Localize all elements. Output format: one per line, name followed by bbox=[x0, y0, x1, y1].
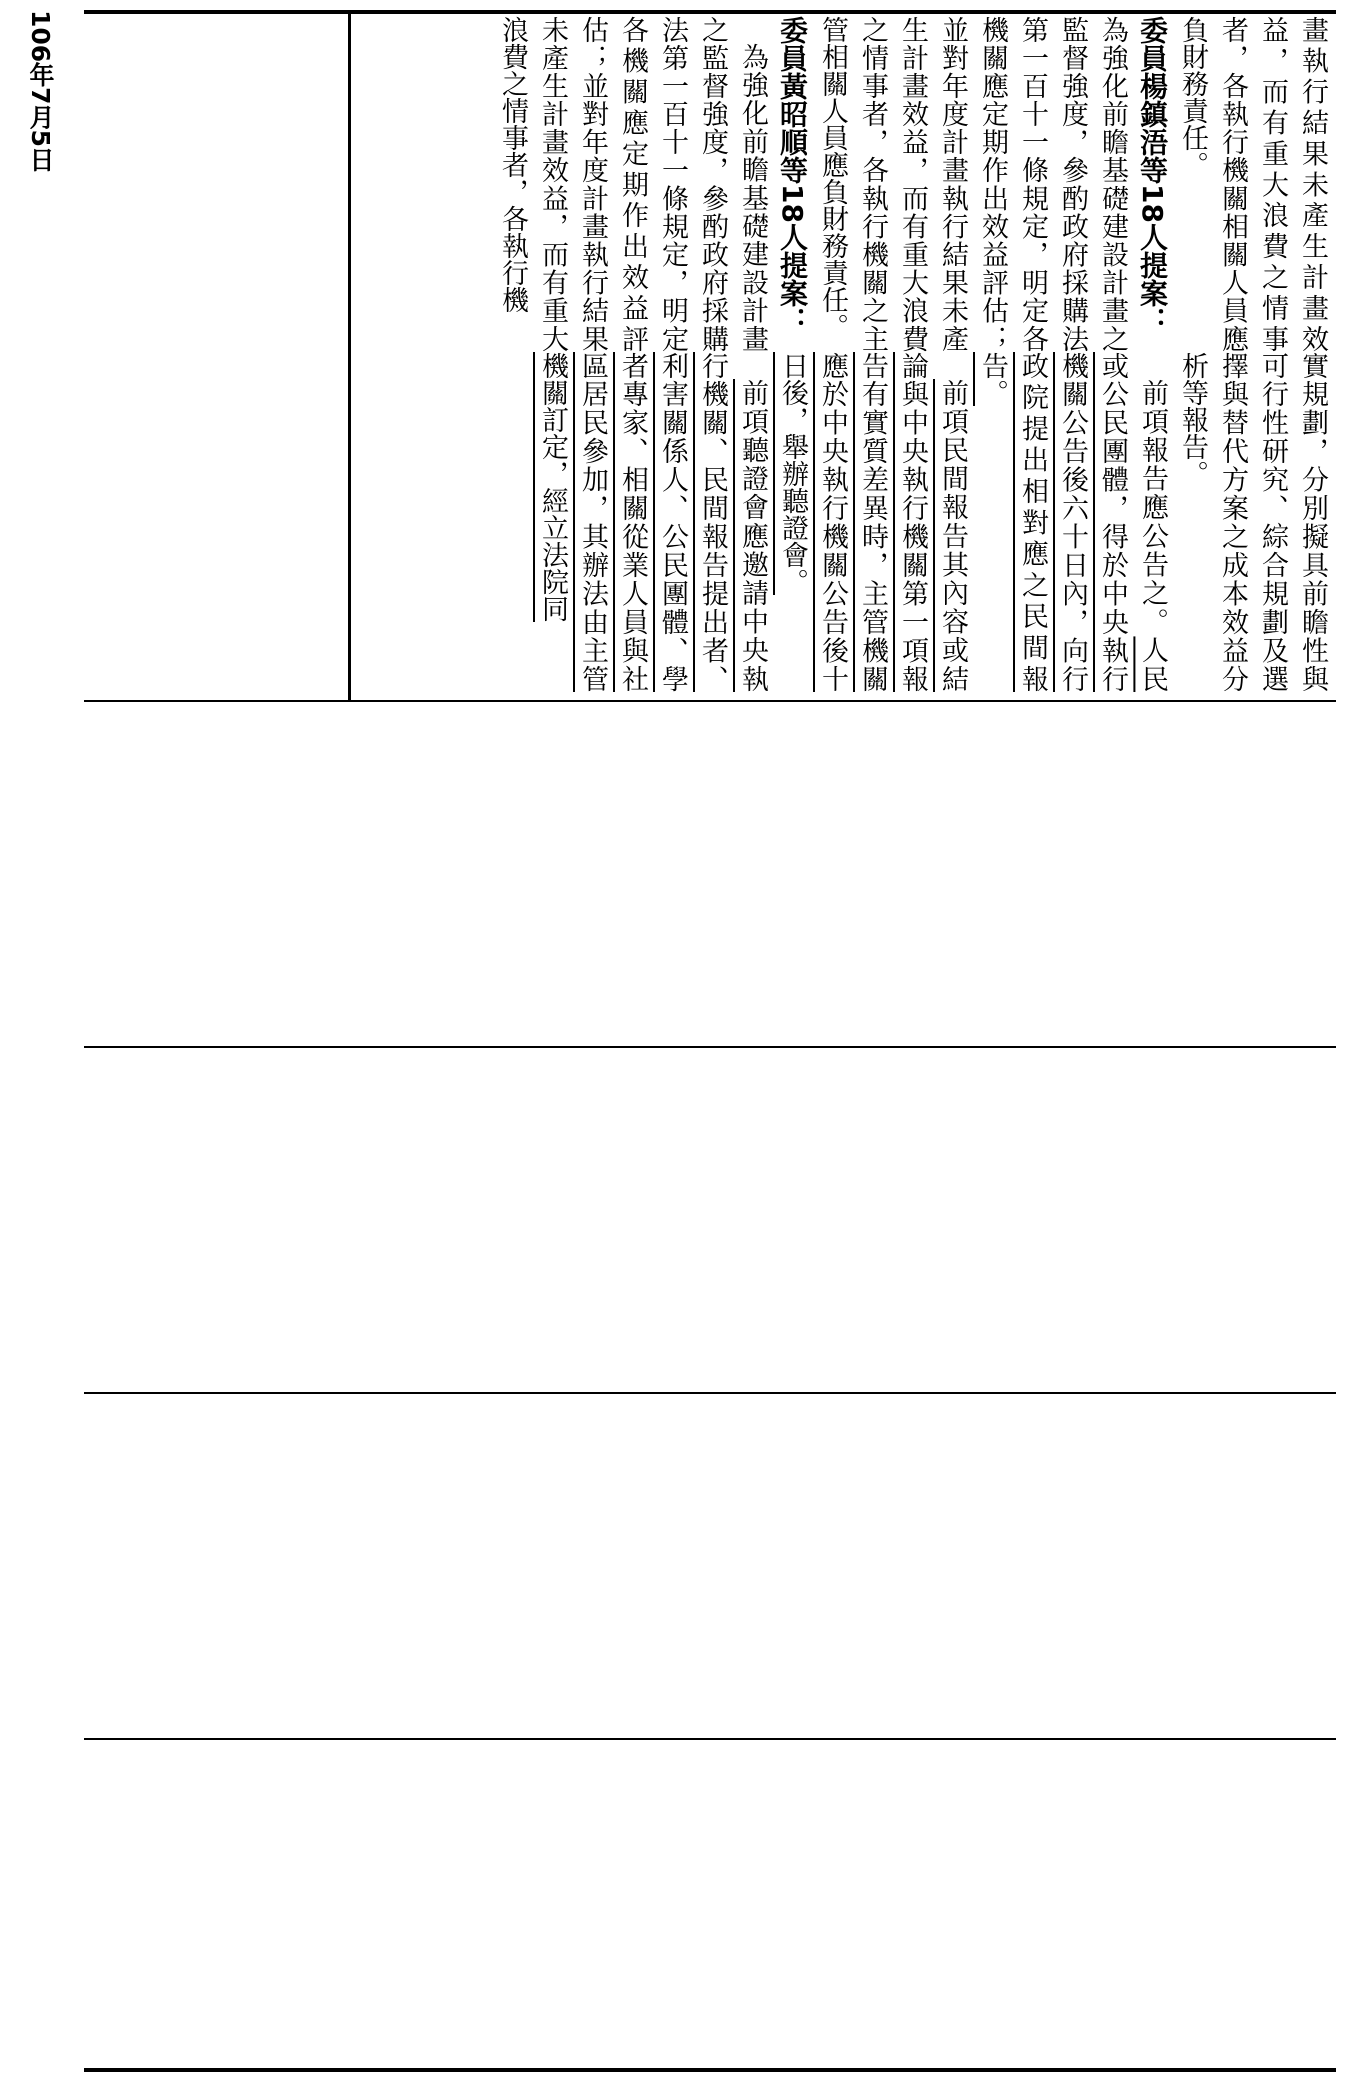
column-divider-top bbox=[348, 10, 351, 356]
upper-right-paragraph-3: 為強化前瞻基礎建設計畫之監督強度，參酌政府採購法第一百十一條規定，明定各機關應定期作出效益評估；並對年度計畫執行結果未產生計畫效益，而有重大浪費之情事者，各執行機 bbox=[497, 16, 768, 352]
upper-left-paragraph-2: 前項報告應公告之。 bbox=[1137, 379, 1168, 637]
table-bottom-rule bbox=[84, 2068, 1336, 2072]
table-row-divider-4 bbox=[84, 1738, 1336, 1740]
proposal-heading-yang: 委員楊鎮浯等18人提案： bbox=[1136, 16, 1169, 335]
upper-left-paragraph-1: 實規劃，分別擬具前瞻性與可行性研究、綜合規劃及選擇與替代方案之成本效益分析等報告。 bbox=[1177, 352, 1328, 692]
table-row-divider-1 bbox=[84, 700, 1336, 702]
table-row-divider-2 bbox=[84, 1046, 1336, 1048]
upper-left-text-block bbox=[94, 352, 1332, 692]
upper-left-paragraph-3-amended: 前項民間報告其內容或結論與中央執行機關第一項報告有實質差異時，主管機關應於中央執行機關公告後十日後，舉辦聽證會。 bbox=[777, 352, 968, 692]
upper-left-paragraph-4-amended: 前項聽證會應邀請中央執行機關、民間報告提出者、利害關係人、公民團體、學者專家、相關從業人員與社區居民參加，其辦法由主管機關訂定，經立法院同 bbox=[537, 352, 768, 692]
upper-right-paragraph-1: 畫執行結果未產生計畫效益，而有重大浪費之情事者，各執行機關相關人員應負財務責任。 bbox=[1177, 16, 1328, 352]
upper-right-paragraph-2: 為強化前瞻基礎建設計畫之監督強度，參酌政府採購法第一百十一條規定，明定各機關應定期作出效益評估；並對年度計畫執行結果未產生計畫效益，而有重大浪費之情事者，各執行機關之主管相關人員應負財務責任。 bbox=[817, 16, 1128, 352]
page-date: 106年7月5日 bbox=[26, 10, 55, 172]
upper-left-paragraph-2-amended: 人民或公民團體，得於中央執行機關公告後六十日內，向行政院提出相對應之民間報告。 bbox=[977, 352, 1168, 693]
proposal-heading-huang: 委員黃昭順等18人提案： bbox=[776, 16, 809, 335]
table-row-divider-3 bbox=[84, 1392, 1336, 1394]
table-top-rule bbox=[84, 10, 1336, 14]
upper-right-text-block bbox=[360, 16, 1332, 352]
